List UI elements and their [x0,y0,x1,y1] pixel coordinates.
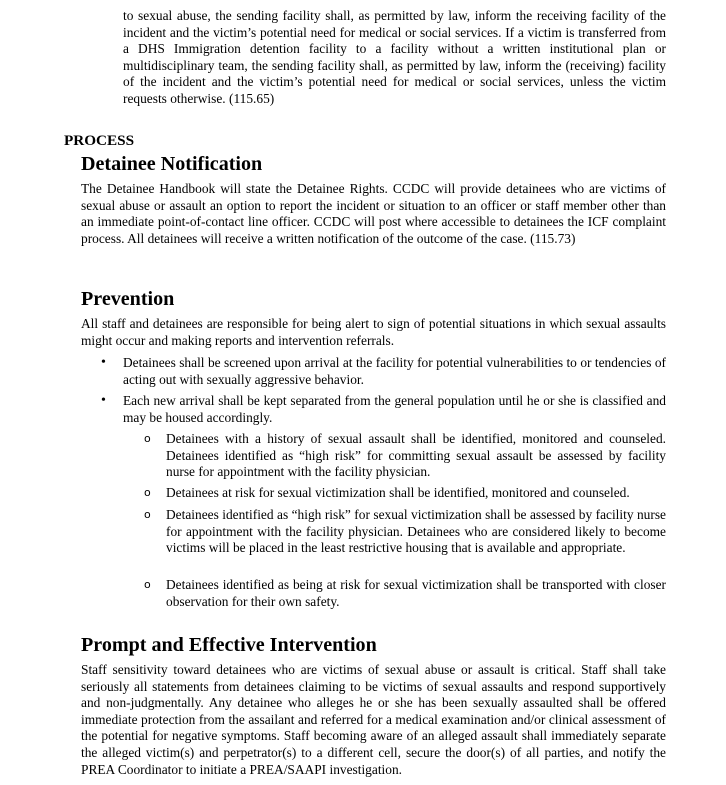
bullet-text: Each new arrival shall be kept separated from the general population until he or she is classified and may be housed accordingly. [123,393,666,425]
circle-bullet-icon: o [144,508,151,521]
detainee-notification-heading: Detainee Notification [81,153,263,175]
sub-list-item [144,507,666,557]
prevention-paragraph: All staff and detainees are responsible for being alert to sign of potential situations in which sexual assaults might occur and making reports and intervention referrals. [81,316,666,348]
sub-bullet-text: Detainees with a history of sexual assault shall be identified, monitored and counseled. Detainees identified as “high risk” for committing sexual assault be assessed by facility nurse for appointment with the facility physician. [166,431,666,480]
circle-bullet-icon: o [144,486,151,499]
prevention-heading: Prevention [81,288,175,310]
bullet-text: Detainees shall be screened upon arrival at the facility for potential vulnerabilities to or tendencies of acting out with sexually aggressive behavior. [123,355,666,387]
bullet-icon: • [101,393,106,408]
intervention-paragraph: Staff sensitivity toward detainees who are victims of sexual abuse or assault is critical. Staff shall take seriously all statements from detainees claiming to be victims of sexual assaults and respond supportively and non-judgmentally. Any detainee who alleges he or she has been sexually assaulted shall be offered immediate protection from the assailant and referred for a medical examination and/or clinical assessment of the potential for negative symptoms. Staff becoming aware of an alleged assault shall immediately separate the alleged victim(s) and perpetrator(s) to a different cell, secure the door(s) of all parties, and notify the PREA Coordinator to initiate a PREA/SAAPI investigation. [81,662,666,777]
sub-list-item [144,485,666,502]
intervention-heading: Prompt and Effective Intervention [81,634,377,656]
sub-bullet-text: Detainees identified as being at risk for sexual victimization shall be transported with closer observation for their own safety. [166,577,666,609]
sub-list-item [144,431,666,481]
circle-bullet-icon: o [144,432,151,445]
sub-bullet-text: Detainees at risk for sexual victimization shall be identified, monitored and counseled. [166,485,630,500]
list-item [101,355,666,388]
list-item [101,393,666,426]
sub-list-item [144,577,666,610]
bullet-icon: • [101,355,106,370]
circle-bullet-icon: o [144,578,151,591]
intro-paragraph: to sexual abuse, the sending facility shall, as permitted by law, inform the receiving facility of the incident and the victim’s potential need for medical or social services. If a victim is transferred from a DHS Immigration detention facility to a facility without a written institutional plan or multidisciplinary team, the sending facility shall, as permitted by law, inform the (receiving) facility of the incident and the victim’s potential need for medical or social services, unless the victim requests otherwise. (115.65) [123,8,666,106]
process-heading: PROCESS [64,132,135,149]
sub-bullet-text: Detainees identified as “high risk” for sexual victimization shall be assessed by facility nurse for appointment with the facility physician. Detainees who are considered likely to become victims will be placed in the least restrictive housing that is available and appropriate. [166,507,666,556]
detainee-notification-paragraph: The Detainee Handbook will state the Detainee Rights. CCDC will provide detainees who are victims of sexual abuse or assault an option to report the incident or situation to an officer or staff member other than an immediate point-of-contact line officer. CCDC will post where accessible to detainees the ICF complaint process. All detainees will receive a written notification of the outcome of the case. (115.73) [81,181,666,246]
